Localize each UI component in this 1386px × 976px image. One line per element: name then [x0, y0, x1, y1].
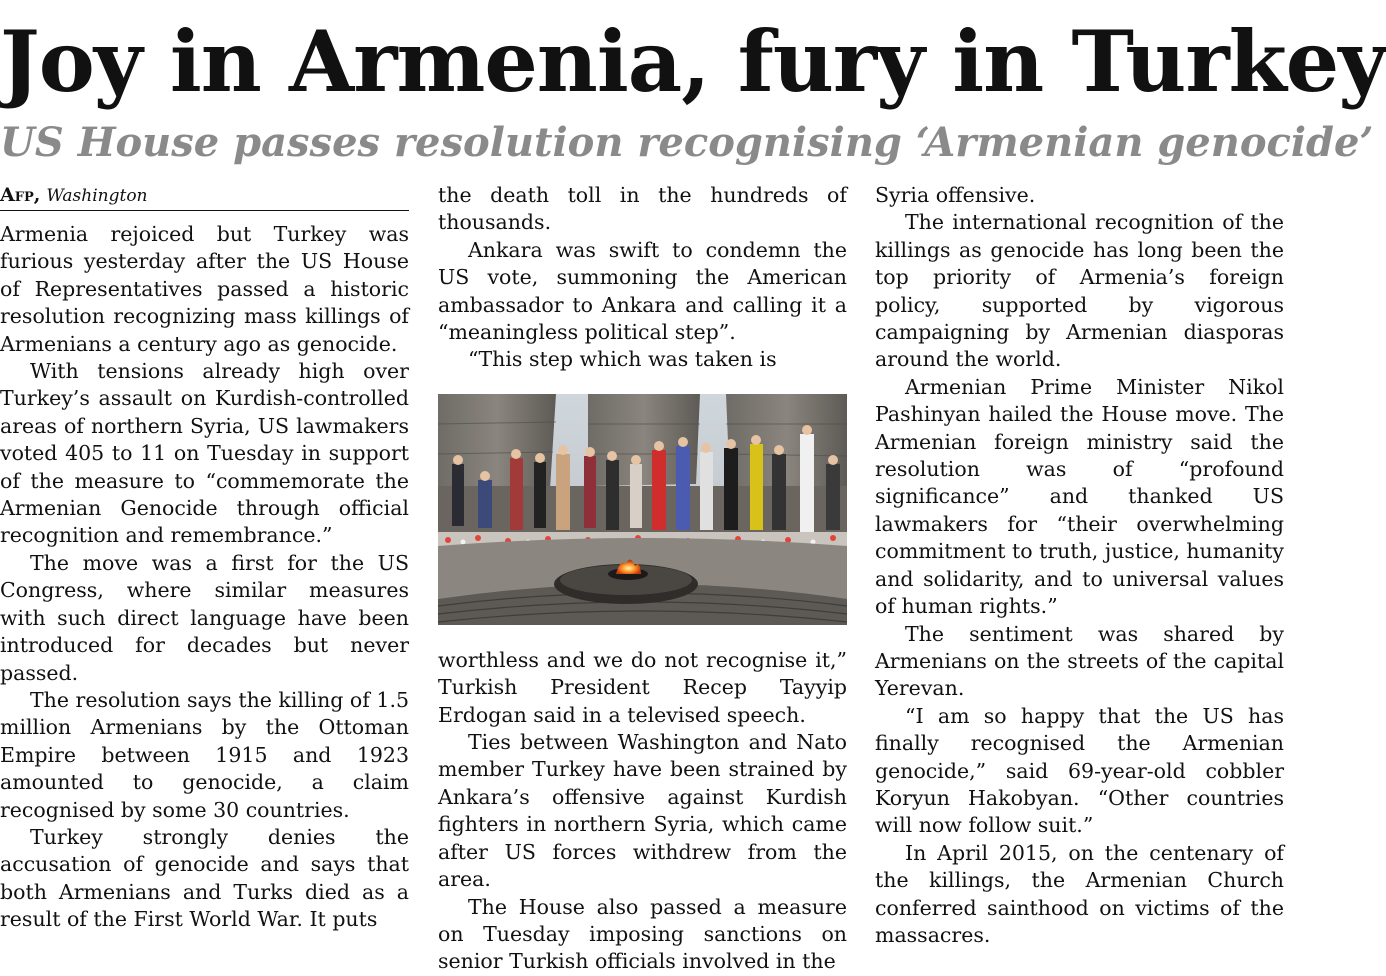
paragraph: The move was a first for the US Congress, where similar measures with such direct language have been introduced for decades but never passed.: [0, 550, 409, 685]
paragraph: “This step which was taken is: [468, 347, 777, 372]
column-2: [438, 182, 847, 974]
column-1: [0, 182, 409, 951]
paragraph: “I am so happy that the US has finally recognised the Armenian genocide,” said 69-year-old cobbler Koryun Hakobyan. “Other countries will now follow suit.”: [875, 703, 1284, 838]
paragraph: The international recognition of the killings as genocide has long been the top priority of Armenia’s foreign policy, supported by vigorous campaigning by Armenian diasporas around the world.: [875, 210, 1284, 372]
paragraph: The sentiment was shared by Armenians on the streets of the capital Yerevan.: [875, 621, 1284, 701]
news-photo-memorial: [438, 394, 847, 625]
paragraph: the death toll in the hundreds of thousands.: [438, 183, 847, 235]
paragraph: The resolution says the killing of 1.5 million Armenians by the Ottoman Empire between 1915 and 1923 amounted to genocide, a claim recognised by some 30 countries.: [0, 687, 409, 822]
paragraph: Ankara was swift to condemn the US vote, summoning the American ambassador to Ankara and calling it a “meaningless political step”.: [438, 237, 847, 345]
paragraph: With tensions already high over Turkey’s assault on Kurdish-controlled areas of northern Syria, US lawmakers voted 405 to 11 on Tuesday in support of the measure to “commemorate the Armenian Genocide through official recognition and remembrance.”: [0, 359, 409, 548]
paragraph: Turkey strongly denies the accusation of genocide and says that both Armenians and Turks died as a result of the First World War. It puts: [0, 824, 409, 932]
byline-agency: Afp,: [0, 184, 41, 206]
paragraph: worthless and we do not recognise it,” Turkish President Recep Tayyip Erdogan said in a televised speech.: [438, 647, 847, 727]
paragraph: In April 2015, on the centenary of the killings, the Armenian Church conferred sainthood on victims of the massacres.: [875, 840, 1284, 947]
paragraph: Armenian Prime Minister Nikol Pashinyan hailed the House move. The Armenian foreign ministry said the resolution was of “profound significance” and thanked US lawmakers for “their overwhelming commitment to truth, justice, humanity and solidarity, and to universal values of human rights.”: [875, 374, 1284, 619]
column-3: [875, 182, 1284, 951]
byline: [0, 182, 409, 211]
headline: Joy in Armenia, fury in Turkey: [0, 12, 1386, 111]
paragraph: Ties between Washington and Nato member Turkey have been strained by Ankara’s offensive against Kurdish fighters in northern Syria, which came after US forces withdrew from the area.: [438, 730, 847, 892]
subheadline: US House passes resolution recognising ‘Armenian genocide’: [0, 119, 1374, 166]
paragraph: Armenia rejoiced but Turkey was furious yesterday after the US House of Representatives passed a historic resolution recognizing mass killings of Armenians a century ago as genocide.: [0, 222, 409, 356]
byline-city: Washington: [46, 186, 148, 206]
paragraph: The House also passed a measure on Tuesday imposing sanctions on senior Turkish officials involved in the: [438, 894, 847, 974]
paragraph: Syria offensive.: [875, 183, 1036, 207]
